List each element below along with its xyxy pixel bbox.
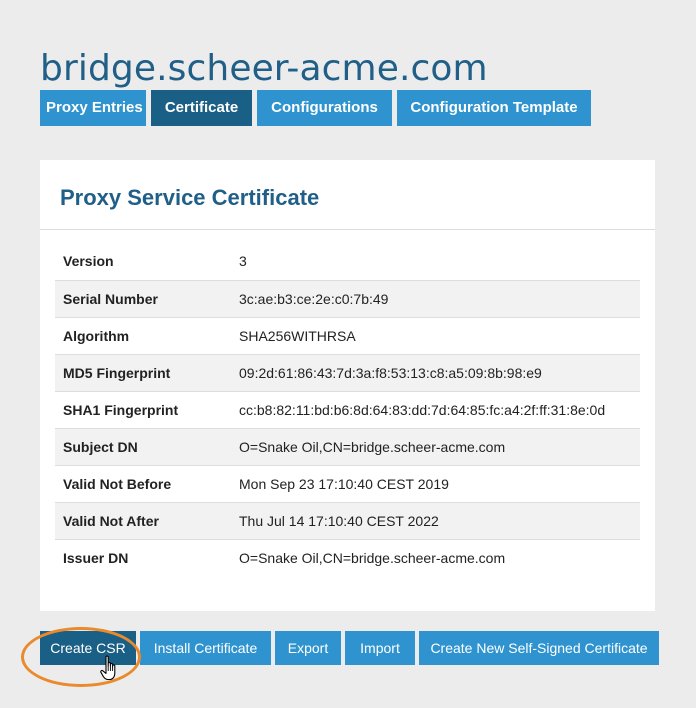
row-key: Valid Not After (55, 502, 231, 539)
card-divider (40, 229, 655, 230)
row-value: cc:b8:82:11:bd:b6:8d:64:83:dd:7d:64:85:fc:a4:2f:ff:31:8e:0d (239, 401, 606, 418)
table-row (55, 428, 640, 465)
export-button[interactable]: Export (275, 631, 341, 665)
row-value: 09:2d:61:86:43:7d:3a:f8:53:13:c8:a5:09:8b:98:e9 (231, 354, 640, 391)
tab-proxy-entries[interactable]: Proxy Entries (40, 90, 146, 126)
row-value: 3 (239, 253, 247, 270)
row-value: O=Snake Oil,CN=bridge.scheer-acme.com (231, 428, 640, 465)
row-value: SHA256WITHRSA (239, 327, 356, 344)
card-title: Proxy Service Certificate (60, 185, 320, 210)
certificate-card (40, 160, 655, 611)
install-certificate-button[interactable]: Install Certificate (140, 631, 271, 665)
create-self-signed-certificate-button[interactable]: Create New Self-Signed Certificate (419, 631, 659, 665)
tab-configurations[interactable]: Configurations (257, 90, 392, 126)
certificate-details-table (55, 243, 640, 576)
row-key: Issuer DN (63, 549, 129, 566)
action-bar (40, 631, 659, 665)
row-value: Mon Sep 23 17:10:40 CEST 2019 (239, 475, 449, 492)
row-key: SHA1 Fingerprint (63, 401, 179, 418)
table-row (55, 502, 640, 539)
tab-bar (40, 90, 591, 126)
table-row (55, 391, 640, 428)
table-row (55, 243, 640, 280)
page-title: bridge.scheer-acme.com (40, 48, 488, 90)
create-csr-button[interactable]: Create CSR (40, 631, 136, 665)
tab-certificate[interactable]: Certificate (151, 90, 252, 126)
row-key: Algorithm (63, 327, 130, 344)
row-key: MD5 Fingerprint (55, 354, 231, 391)
table-row (55, 539, 640, 576)
row-value: O=Snake Oil,CN=bridge.scheer-acme.com (239, 549, 506, 566)
row-key: Subject DN (55, 428, 231, 465)
tab-configuration-template[interactable]: Configuration Template (397, 90, 591, 126)
import-button[interactable]: Import (345, 631, 415, 665)
table-row (55, 317, 640, 354)
row-value: Thu Jul 14 17:10:40 CEST 2022 (231, 502, 640, 539)
row-key: Version (63, 253, 114, 270)
row-value: 3c:ae:b3:ce:2e:c0:7b:49 (231, 280, 640, 317)
table-row (55, 465, 640, 502)
table-row (55, 354, 640, 391)
row-key: Valid Not Before (63, 475, 172, 492)
row-key: Serial Number (55, 280, 231, 317)
table-row (55, 280, 640, 317)
